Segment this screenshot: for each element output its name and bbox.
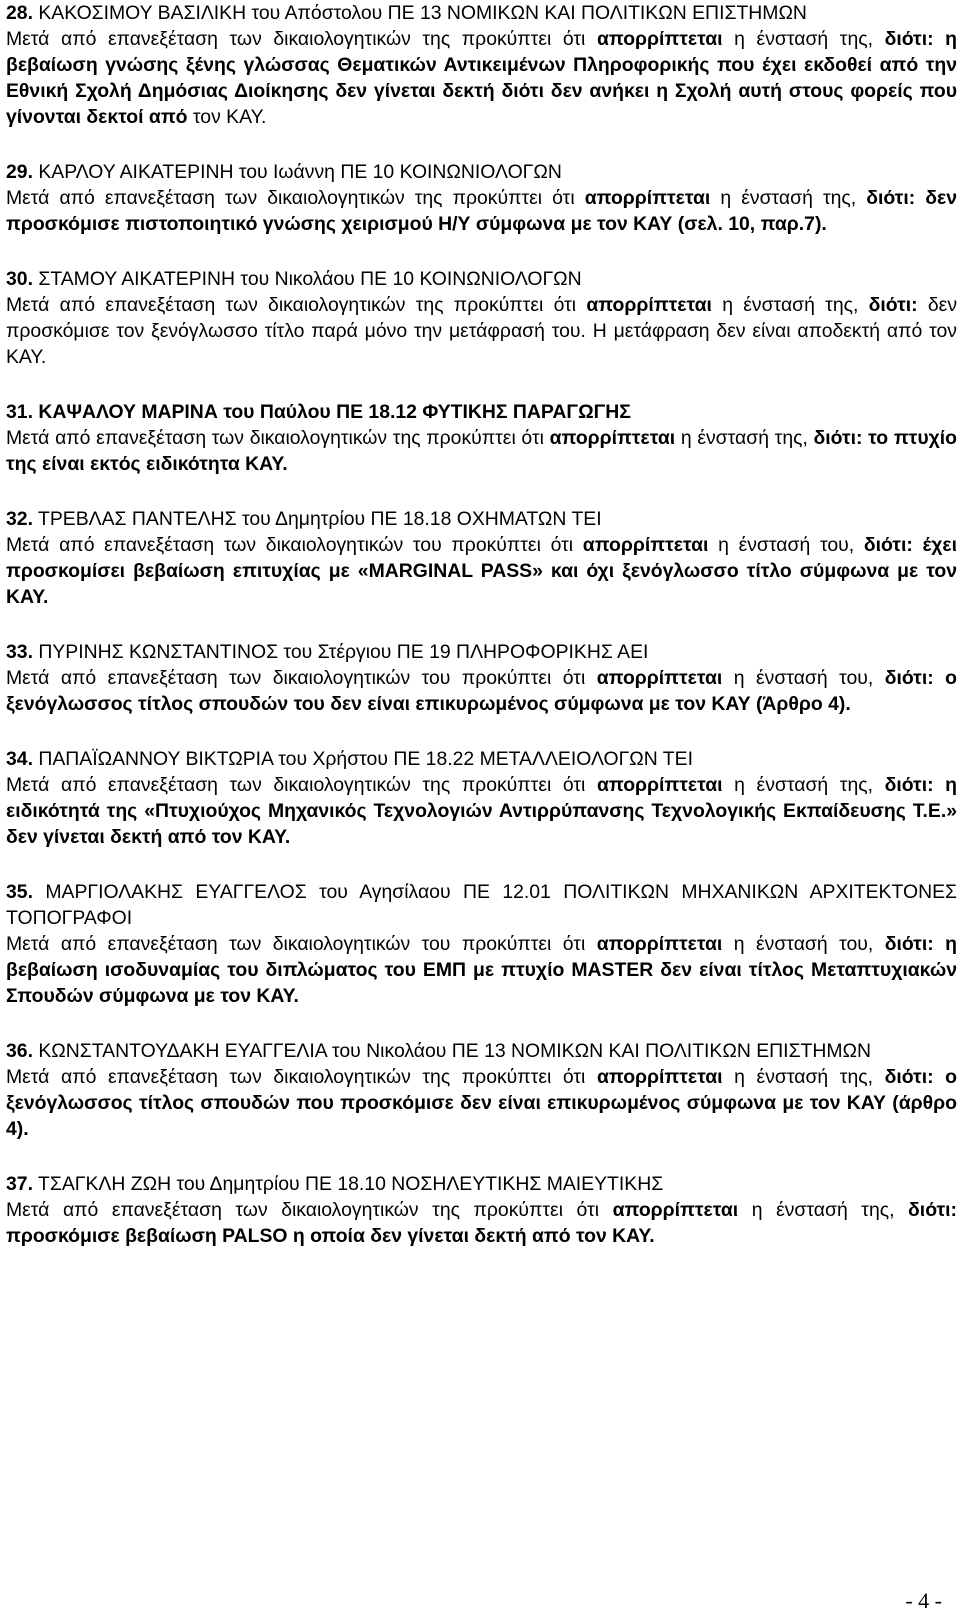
- entry-number: 36.: [6, 1040, 33, 1062]
- entry-title: ΤΣΑΓΚΛΗ ΖΩΗ του Δημητρίου ΠΕ 18.10 ΝΟΣΗΛΕΥΤΙΚΗΣ ΜΑΙΕΥΤΙΚΗΣ: [38, 1173, 664, 1195]
- entry-title: ΠΑΠΑΪΩΑΝΝΟΥ ΒΙΚΤΩΡΙΑ του Χρήστου ΠΕ 18.22 ΜΕΤΑΛΛΕΙΟΛΟΓΩΝ ΤΕΙ: [38, 748, 693, 770]
- entry-title: ΤΡΕΒΛΑΣ ΠΑΝΤΕΛΗΣ του Δημητρίου ΠΕ 18.18 ΟΧΗΜΑΤΩΝ ΤΕΙ: [38, 508, 602, 530]
- entry-body: [6, 1064, 957, 1142]
- entry-reason: η βεβαίωση γνώσης ξένης γλώσσας Θεματικών Αντικειμένων Πληροφορικής που έχει εκδοθεί από την Εθνική Σχολή Δημόσιας Διοίκησης δεν γίνεται δεκτή διότι δεν ανήκει η Σχολή αυτή στους φορείς που γίνονται δεκτοί από: [6, 28, 958, 128]
- entry-decision: απορρίπτεται: [549, 427, 676, 449]
- entry-intro: Μετά από επανεξέταση των δικαιολογητικών της προκύπτει ότι: [6, 1066, 586, 1088]
- entry-number: 31.: [6, 401, 33, 423]
- entry-objection: η ένστασή της,: [720, 187, 857, 209]
- entry-intro: Μετά από επανεξέταση των δικαιολογητικών του προκύπτει ότι: [6, 933, 586, 955]
- entry-heading: [6, 159, 957, 185]
- entry-intro: Μετά από επανεξέταση των δικαιολογητικών του προκύπτει ότι: [6, 667, 586, 689]
- entry-reason-tail: τον ΚΑΥ.: [192, 106, 267, 128]
- entry-because: διότι:: [884, 28, 934, 50]
- entry-intro: Μετά από επανεξέταση των δικαιολογητικών του προκύπτει ότι: [6, 534, 574, 556]
- entry-objection: η ένστασή του,: [733, 667, 874, 689]
- entry-decision: απορρίπτεται: [612, 1199, 739, 1221]
- document-page: [6, 0, 957, 1278]
- entry-heading: [6, 639, 957, 665]
- entry-heading: [6, 506, 957, 532]
- entry-body: [6, 292, 957, 370]
- entry-decision: απορρίπτεται: [596, 667, 723, 689]
- entry-objection: η ένστασή του,: [718, 534, 855, 556]
- entry-objection: η ένστασή της,: [751, 1199, 895, 1221]
- entry-number: 30.: [6, 268, 33, 290]
- entry-because: διότι:: [866, 187, 916, 209]
- entry-title: ΠΥΡΙΝΗΣ ΚΩΝΣΤΑΝΤΙΝΟΣ του Στέργιου ΠΕ 19 ΠΛΗΡΟΦΟΡΙΚΗΣ ΑΕΙ: [38, 641, 649, 663]
- entry-number: 35.: [6, 881, 33, 903]
- objection-entry-34: [6, 746, 957, 850]
- entry-reason: η ειδικότητά της «Πτυχιούχος Μηχανικός Τεχνολογιών Αντιρρύπανσης Τεχνολογικής Εκπαίδευσης Τ.Ε.» δεν γίνεται δεκτή από τον ΚΑΥ.: [6, 774, 958, 848]
- entry-objection: η ένστασή της,: [680, 427, 808, 449]
- entry-heading: [6, 1171, 957, 1197]
- entry-because: διότι:: [884, 774, 934, 796]
- entry-body: [6, 931, 957, 1009]
- entry-intro: Μετά από επανεξέταση των δικαιολογητικών της προκύπτει ότι: [6, 774, 586, 796]
- entry-intro: Μετά από επανεξέταση των δικαιολογητικών της προκύπτει ότι: [6, 427, 544, 449]
- entry-reason: προσκόμισε βεβαίωση PALSO η οποία δεν γίνεται δεκτή από τον ΚΑΥ.: [6, 1225, 655, 1247]
- entry-title: ΚΩΝΣΤΑΝΤΟΥΔΑΚΗ ΕΥΑΓΓΕΛΙΑ του Νικολάου ΠΕ 13 ΝΟΜΙΚΩΝ ΚΑΙ ΠΟΛΙΤΙΚΩΝ ΕΠΙΣΤΗΜΩΝ: [38, 1040, 872, 1062]
- entry-heading: [6, 0, 957, 26]
- entry-because: διότι:: [884, 933, 934, 955]
- entry-reason: το πτυχίο της είναι εκτός ειδικότητα ΚΑΥ.: [6, 427, 957, 475]
- entry-because: διότι:: [908, 1199, 957, 1221]
- entry-heading: [6, 266, 957, 292]
- entry-body: [6, 772, 957, 850]
- entry-reason: έχει προσκομίσει βεβαίωση επιτυχίας με «MARGINAL PASS» και όχι ξενόγλωσσο τίτλο σύμφωνα με τον ΚΑΥ.: [6, 534, 958, 608]
- entry-intro: Μετά από επανεξέταση των δικαιολογητικών της προκύπτει ότι: [6, 294, 577, 316]
- entry-intro: Μετά από επανεξέταση των δικαιολογητικών της προκύπτει ότι: [6, 1199, 600, 1221]
- entry-decision: απορρίπτεται: [596, 28, 723, 50]
- objection-entry-33: [6, 639, 957, 717]
- entry-body: [6, 532, 957, 610]
- objection-entry-29: [6, 159, 957, 237]
- entry-title: ΚΑΨΑΛΟΥ ΜΑΡΙΝΑ του Παύλου ΠΕ 18.12 ΦΥΤΙΚΗΣ ΠΑΡΑΓΩΓΗΣ: [38, 401, 631, 423]
- entry-because: διότι:: [813, 427, 863, 449]
- entry-decision: απορρίπτεται: [584, 187, 711, 209]
- entry-body: [6, 185, 957, 237]
- entry-title: ΚΑΚΟΣΙΜΟΥ ΒΑΣΙΛΙΚΗ του Απόστολου ΠΕ 13 ΝΟΜΙΚΩΝ ΚΑΙ ΠΟΛΙΤΙΚΩΝ ΕΠΙΣΤΗΜΩΝ: [38, 2, 807, 24]
- objection-entry-37: [6, 1171, 957, 1249]
- objection-entry-35: [6, 879, 957, 1009]
- entry-number: 28.: [6, 2, 33, 24]
- entry-reason-tail: δεν προσκόμισε τον ξενόγλωσσο τίτλο παρά μόνο την μετάφρασή του. Η μετάφραση δεν είναι αποδεκτή από τον ΚΑΥ.: [6, 294, 958, 368]
- entry-decision: απορρίπτεται: [586, 294, 712, 316]
- objection-entry-30: [6, 266, 957, 370]
- entry-objection: η ένστασή της,: [734, 1066, 873, 1088]
- entry-objection: η ένστασή της,: [734, 28, 873, 50]
- entry-body: [6, 665, 957, 717]
- entry-objection: η ένστασή της,: [734, 774, 873, 796]
- entry-intro: Μετά από επανεξέταση των δικαιολογητικών της προκύπτει ότι: [6, 28, 586, 50]
- entry-decision: απορρίπτεται: [582, 534, 709, 556]
- entry-title: ΜΑΡΓΙΟΛΑΚΗΣ ΕΥΑΓΓΕΛΟΣ του Αγησίλαου ΠΕ 12.01 ΠΟΛΙΤΙΚΩΝ ΜΗΧΑΝΙΚΩΝ ΑΡΧΙΤΕΚΤΟΝΕΣ ΤΟΠΟΓΡΑΦΟΙ: [6, 881, 957, 929]
- entry-body: [6, 26, 957, 130]
- entry-because: διότι:: [884, 667, 934, 689]
- entry-reason: η βεβαίωση ισοδυναμίας του διπλώματος του ΕΜΠ με πτυχίο MASTER δεν είναι τίτλος Μεταπτυχιακών Σπουδών σύμφωνα με τον ΚΑΥ.: [6, 933, 957, 1007]
- entry-reason: ο ξενόγλωσσος τίτλος σπουδών που προσκόμισε δεν είναι επικυρωμένος σύμφωνα με τον ΚΑΥ (άρθρο 4).: [6, 1066, 958, 1140]
- entry-decision: απορρίπτεται: [596, 933, 723, 955]
- entry-objection: η ένστασή του,: [733, 933, 874, 955]
- entry-heading: [6, 879, 957, 931]
- entry-title: ΣΤΑΜΟΥ ΑΙΚΑΤΕΡΙΝΗ του Νικολάου ΠΕ 10 ΚΟΙΝΩΝΙΟΛΟΓΩΝ: [38, 268, 582, 290]
- entry-because: διότι:: [868, 294, 918, 316]
- entry-number: 33.: [6, 641, 33, 663]
- entry-intro: Μετά από επανεξέταση των δικαιολογητικών της προκύπτει ότι: [6, 187, 575, 209]
- entry-reason: δεν προσκόμισε πιστοποιητικό γνώσης χειρισμού Η/Υ σύμφωνα με τον ΚΑΥ (σελ. 10, παρ.7).: [6, 187, 957, 235]
- entry-title: ΚΑΡΛΟΥ ΑΙΚΑΤΕΡΙΝΗ του Ιωάννη ΠΕ 10 ΚΟΙΝΩΝΙΟΛΟΓΩΝ: [38, 161, 562, 183]
- entry-number: 37.: [6, 1173, 33, 1195]
- entry-objection: η ένστασή της,: [722, 294, 859, 316]
- entry-reason: ο ξενόγλωσσος τίτλος σπουδών του δεν είναι επικυρωμένος σύμφωνα με τον ΚΑΥ (Άρθρο 4).: [6, 667, 957, 715]
- entry-number: 29.: [6, 161, 33, 183]
- entry-heading: [6, 399, 957, 425]
- entry-heading: [6, 1038, 957, 1064]
- entry-decision: απορρίπτεται: [596, 774, 723, 796]
- objection-entry-32: [6, 506, 957, 610]
- entry-heading: [6, 746, 957, 772]
- objection-entry-36: [6, 1038, 957, 1142]
- objection-entry-28: [6, 0, 957, 130]
- entry-body: [6, 425, 957, 477]
- page-number: - 4 -: [905, 1588, 942, 1613]
- entry-number: 34.: [6, 748, 33, 770]
- entry-because: διότι:: [884, 1066, 934, 1088]
- entry-body: [6, 1197, 957, 1249]
- entry-because: διότι:: [863, 534, 913, 556]
- entry-number: 32.: [6, 508, 33, 530]
- entry-decision: απορρίπτεται: [596, 1066, 723, 1088]
- objection-entry-31: [6, 399, 957, 477]
